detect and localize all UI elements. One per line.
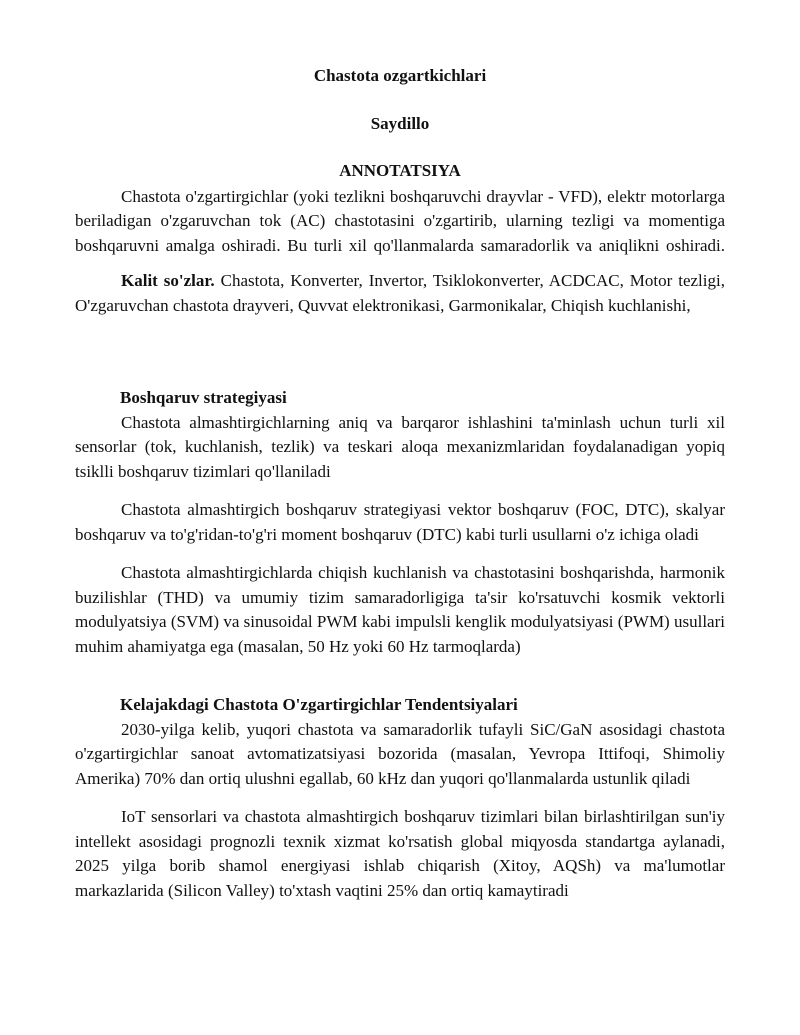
section1-paragraph-1: Chastota almashtirgichlarning aniq va barqaror ishlashini ta'minlash uchun turli xil sensorlar (tok, kuchlanish, tezlik) va teskari aloqa mexanizmlaridan foydalanadigan yopiq tsiklli boshqaruv tizimlari qo'llaniladi <box>75 412 725 481</box>
author-name: Saydillo <box>370 113 430 133</box>
annotation-heading: ANNOTATSIYA <box>339 161 461 180</box>
section-heading-future-trends: Kelajakdagi Chastota O'zgartirgichlar Tendentsiyalari <box>120 695 518 714</box>
section1-paragraph-3: Chastota almashtirgichlarda chiqish kuchlanish va chastotasini boshqarishda, harmonik buzilishlar (THD) va umumiy tizim samaradorligiga ta'sir ko'rsatuvchi kosmik vektorli modulyatsiya (SVM) va sinusoidal PWM kabi impulsli kenglik modulyatsiyasi (PWM) usullari muhim ahamiyatga ega (masalan, 50 Hz yoki 60 Hz tarmoqlarda) <box>75 563 725 656</box>
keywords-text: Chastota, Konverter, Invertor, Tsiklokonverter, ACDCAC, Motor tezligi, O'zgaruvchan chastota drayveri, Quvvat elektronikasi, Garmonikalar, Chiqish kuchlanishi, <box>75 271 725 315</box>
section2-paragraph-2: IoT sensorlari va chastota almashtirgich boshqaruv tizimlari bilan birlashtirilgan sun'iy intellekt asosidagi prognozli texnik xizmat ko'rsatish global miqyosda standartga aylanadi, 2025 yilga borib shamol energiyasi ishlab chiqarish (Xitoy, AQSh) va ma'lumotlar markazlarida (Silicon Valley) to'xtash vaqtini 25% dan ortiq kamaytiradi <box>75 807 725 900</box>
keywords-label: Kalit so'zlar. <box>121 271 215 290</box>
section2-paragraph-1: 2030-yilga kelib, yuqori chastota va samaradorlik tufayli SiC/GaN asosidagi chastota o'zgartirgichlar sanoat avtomatizatsiyasi bozorida (masalan, Yevropa Ittifoqi, Shimoliy Amerika) 70% dan ortiq ulushni egallab, 60 kHz dan yuqori qo'llanmalarda ustunlik qiladi <box>75 719 725 788</box>
section-heading-control-strategy: Boshqaruv strategiyasi <box>120 388 287 407</box>
keywords-paragraph <box>75 269 725 318</box>
section1-paragraph-2: Chastota almashtirgich boshqaruv strategiyasi vektor boshqaruv (FOC, DTC), skalyar boshqaruv va to'g'ridan-to'g'ri moment boshqaruv (DTC) kabi turli usullarni o'z ichiga oladi <box>75 500 725 544</box>
document-title: Chastota ozgartkichlari <box>313 66 487 85</box>
annotation-paragraph: Chastota o'zgartirgichlar (yoki tezlikni boshqaruvchi drayvlar - VFD), elektr motorlarga beriladigan o'zgaruvchan tok (AC) chastotasini o'zgartirib, ularning tezligi va momentiga boshqaruvni amalga oshiradi. Bu turli xil qo'llanmalarda samaradorlik va aniqlikni oshiradi. <box>75 186 725 255</box>
